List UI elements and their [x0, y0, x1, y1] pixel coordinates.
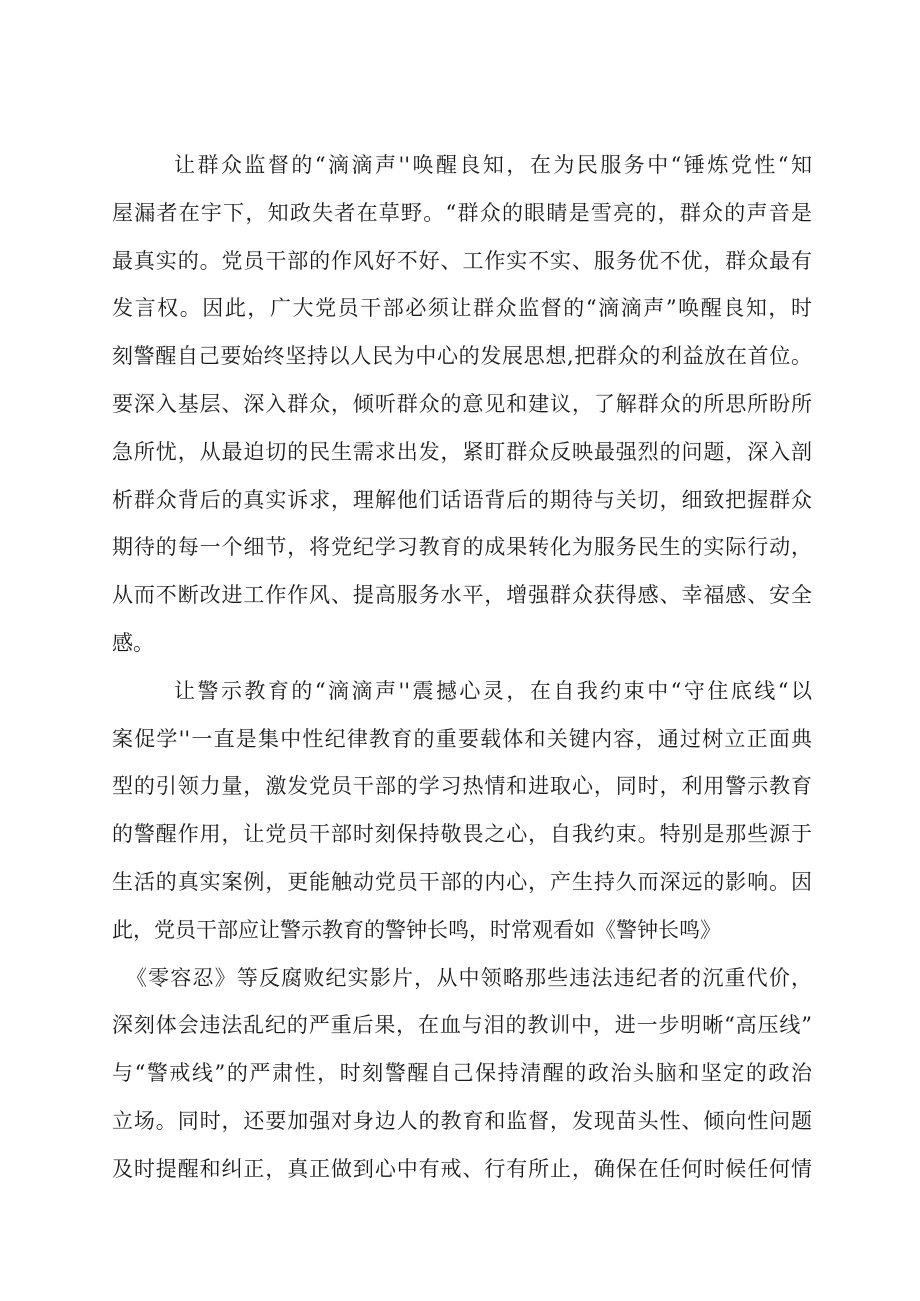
text-line: 《零容忍》等反腐败纪实影片，从中领略那些违法违纪者的沉重代价， — [126, 965, 812, 990]
text-line: 与“警戒线”的严肃性，时刻警醒自己保持清醒的政治头脑和坚定的政治 — [112, 1061, 812, 1086]
text-line: 最真实的。党员干部的作风好不好、工作实不实、服务优不优，群众最有 — [112, 248, 812, 273]
text-line: 的警醒作用，让党员干部时刻保持敬畏之心，自我约束。特别是那些源于 — [112, 822, 812, 847]
text-line: 让群众监督的“滴滴声''唤醒良知，在为民服务中“锤炼党性“知 — [174, 153, 812, 177]
text-line: 此，党员干部应让警示教育的警钟长鸣，时常观看如《警钟长鸣》 — [112, 917, 721, 942]
text-line: 立场。同时，还要加强对身边人的教育和监督，发现苗头性、倾向性问题 — [112, 1108, 812, 1133]
text-line: 发言权。因此，广大党员干部必须让群众监督的“滴滴声”唤醒良知，时 — [112, 296, 812, 321]
text-line: 从而不断改进工作作风、提高服务水平，增强群众获得感、幸福感、安全 — [112, 583, 812, 608]
text-line: 生活的真实案例，更能触动党员干部的内心，产生持久而深远的影响。因 — [112, 869, 812, 894]
text-line: 期待的每一个细节，将党纪学习教育的成果转化为服务民生的实际行动， — [112, 535, 812, 560]
text-line: 要深入基层、深入群众，倾听群众的意见和建议，了解群众的所思所盼所 — [112, 391, 812, 416]
text-line: 案促学''一直是集中性纪律教育的重要载体和关键内容，通过树立正面典 — [112, 726, 812, 751]
text-line: 刻警醒自己要始终坚持以人民为中心的发展思想,把群众的利益放在首位。 — [112, 344, 812, 369]
text-line: 让警示教育的“滴滴声''震撼心灵，在自我约束中“守住底线“以 — [174, 678, 812, 703]
text-line: 急所忧，从最迫切的民生需求出发，紧盯群众反映最强烈的问题，深入剖 — [112, 439, 812, 464]
paragraph-warning-education — [112, 668, 812, 1194]
document-body — [112, 142, 812, 1194]
text-line: 感。 — [112, 630, 154, 655]
text-line: 及时提醒和纠正，真正做到心中有戒、行有所止，确保在任何时候任何情 — [112, 1156, 812, 1181]
text-line: 深刻体会违法乱纪的严重后果，在血与泪的教训中，进一步明晰“高压线” — [112, 1013, 812, 1038]
text-line: 析群众背后的真实诉求，理解他们话语背后的期待与关切，细致把握群众 — [112, 487, 812, 512]
text-line: 屋漏者在宇下，知政失者在草野。“群众的眼睛是雪亮的，群众的声音是 — [112, 200, 812, 225]
text-line: 型的引领力量，激发党员干部的学习热情和进取心，同时，利用警示教育 — [112, 774, 812, 799]
paragraph-mass-supervision — [112, 142, 812, 668]
